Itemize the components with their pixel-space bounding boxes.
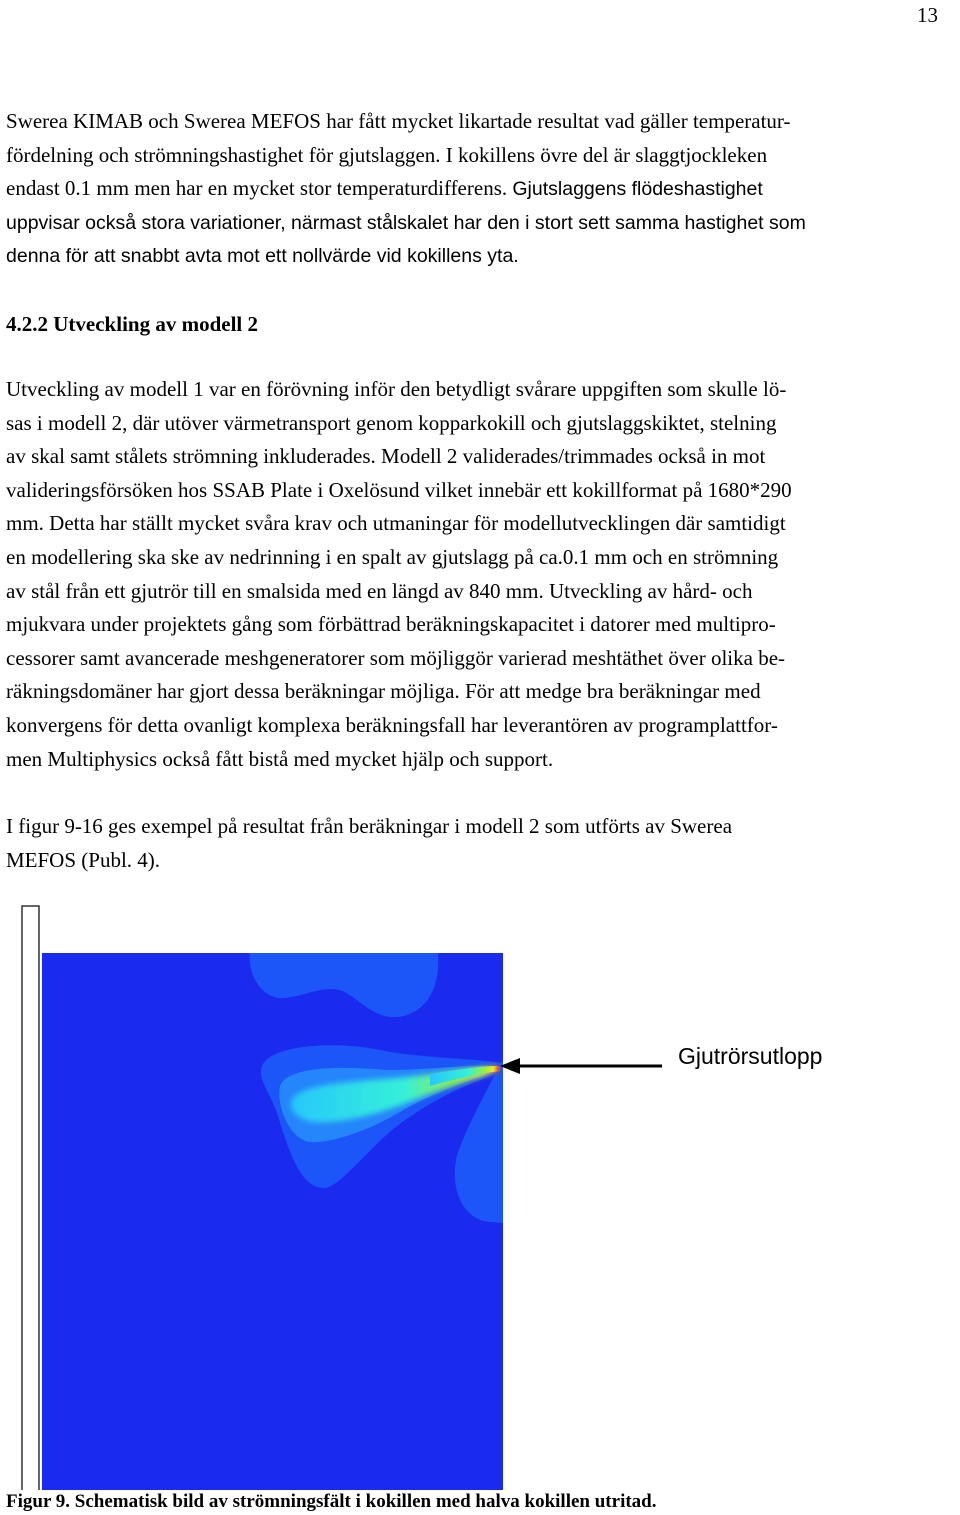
paragraph-1-line: fördelning och strömningshastighet för gjutslaggen. I kokillens övre del är slaggtjockleken [6,142,768,167]
paragraph-2-line: men Multiphysics också fått bistå med mycket hjälp och support. [6,746,554,771]
shell-strip [22,906,39,1490]
paragraph-1-line: uppvisar också stora variationer, närmast stålskalet har den i stort sett samma hastighet som [6,211,806,234]
paragraph-2-line: sas i modell 2, där utöver värmetransport genom kopparkokill och gjutslaggskiktet, stelning [6,410,777,435]
paragraph-3 [6,810,952,877]
paragraph-1-line-sans: Gjutslaggens flödeshastighet [512,178,763,201]
paragraph-1-line [6,172,952,207]
paragraph-2-line: konvergens för detta ovanligt komplexa beräkningsfall har leverantören av programplattfor- [6,712,778,737]
paragraph-2-line: Utveckling av modell 1 var en förövning inför den betydligt svårare uppgiften som skulle lö- [6,377,787,401]
paragraph-2-line: en modellering ska ske av nedrinning i en spalt av gjutslagg på ca.0.1 mm och en strömning [6,544,779,569]
section-heading: 4.2.2 Utveckling av modell 2 [6,312,258,336]
paragraph-3-line: MEFOS (Publ. 4). [6,847,161,872]
flow-field-plot [0,890,960,1490]
paragraph-2-line: valideringsförsöken hos SSAB Plate i Oxelösund vilket innebär ett kokillformat på 1680*290 [6,477,792,502]
page-number: 13 [917,3,938,27]
paragraph-2-line: cessorer samt avancerade meshgeneratorer som möjliggör varierad meshtäthet över olika be- [6,645,786,670]
paragraph-2-line: av stål från ett gjutrör till en smalsida med en längd av 840 mm. Utveckling av hård- och [6,578,753,603]
figure-caption: Figur 9. Schematisk bild av strömningsfält i kokillen med halva kokillen utritad. [6,1491,657,1512]
paragraph-1 [6,105,952,274]
paragraph-2 [6,373,952,776]
paragraph-2-line: mm. Detta har ställt mycket svåra krav och utmaningar för modellutvecklingen där samtidigt [6,511,786,536]
paragraph-2-line: av skal samt stålets strömning inkluderades. Modell 2 validerades/trimmades också in mot [6,444,766,469]
flow-field-figure [0,890,960,1490]
callout-label: Gjutrörsutlopp [678,1043,823,1069]
paragraph-1-line: denna för att snabbt avta mot ett nollvärde vid kokillens yta. [6,245,519,268]
paragraph-2-line: räkningsdomäner har gjort dessa beräkningar möjliga. För att medge bra beräkningar med [6,679,761,704]
mould-domain [42,953,503,1490]
paragraph-3-line: I figur 9-16 ges exempel på resultat från beräkningar i modell 2 som utförts av Swerea [6,814,733,838]
paragraph-2-line: mjukvara under projektets gång som förbättrad beräkningskapacitet i datorer med multipro- [6,612,776,637]
paragraph-1-line-serif: endast 0.1 mm men har en mycket stor temperaturdifferens. [6,176,513,201]
paragraph-1-line: Swerea KIMAB och Swerea MEFOS har fått mycket likartade resultat vad gäller temperatur- [6,109,791,133]
